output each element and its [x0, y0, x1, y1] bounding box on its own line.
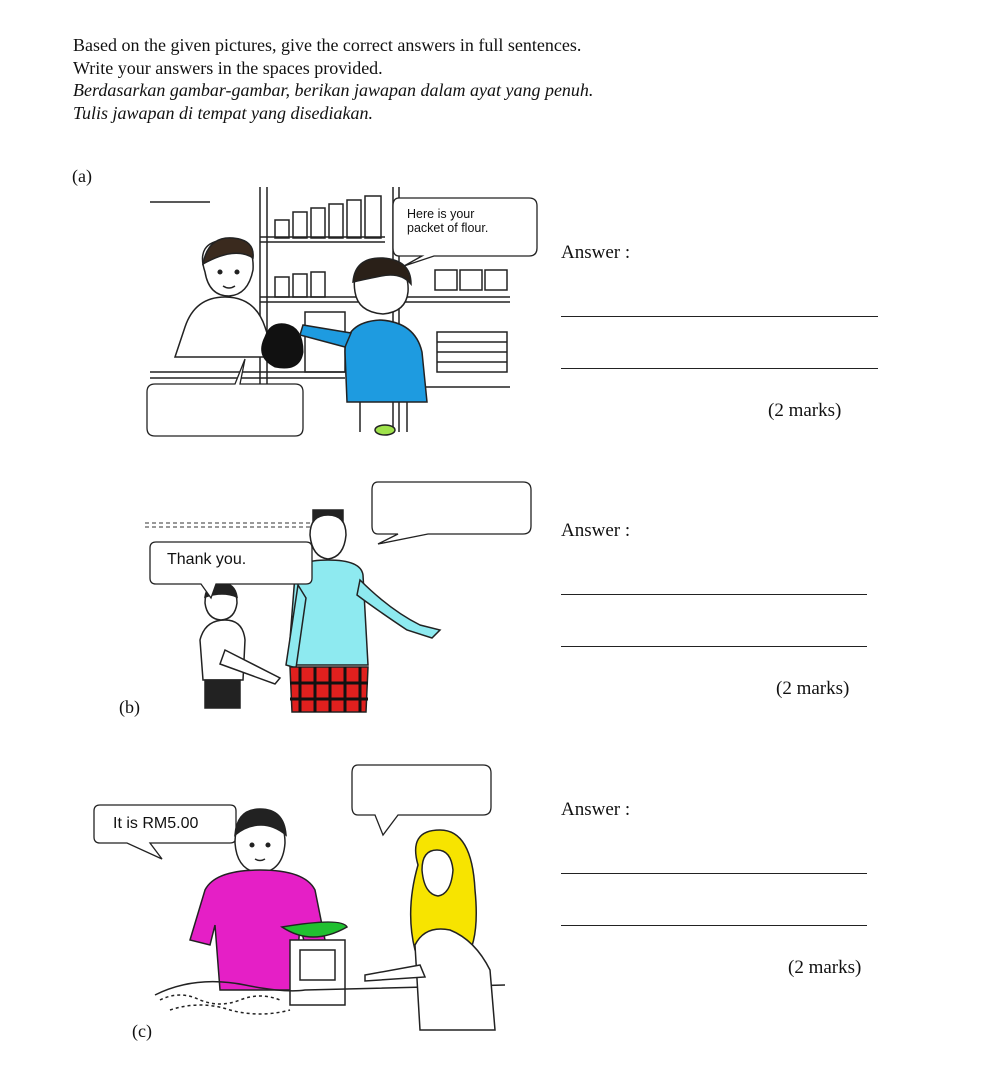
question-a-label: (a)	[72, 166, 92, 186]
instruction-line-4: Tulis jawapan di tempat yang disediakan.	[73, 102, 373, 123]
instruction-line-2: Write your answers in the spaces provided.	[73, 57, 383, 78]
question-a-answer-line-1[interactable]	[561, 316, 878, 317]
question-b-answer-line-2[interactable]	[561, 646, 867, 647]
question-c-marks: (2 marks)	[788, 957, 862, 978]
question-b-speech-bubble	[148, 540, 318, 600]
question-c-label: (c)	[132, 1021, 152, 1041]
instruction-line-1: Based on the given pictures, give the correct answers in full sentences.	[73, 35, 582, 55]
question-c-bubble-text: It is RM5.00	[113, 815, 199, 832]
question-b-bubble-text: Thank you.	[167, 551, 247, 568]
question-c-answer-line-1[interactable]	[561, 873, 867, 874]
question-a-bubble-line-2: packet of flour.	[407, 221, 489, 235]
question-a-answer-line-2[interactable]	[561, 368, 878, 369]
question-a-answer-label: Answer :	[561, 242, 631, 263]
question-c-illustration	[150, 805, 530, 1040]
question-a-bubble-line-1: Here is your	[407, 207, 475, 221]
question-c-answer-label: Answer :	[561, 799, 631, 820]
question-b-label: (b)	[119, 697, 140, 717]
question-c-answer-line-2[interactable]	[561, 925, 867, 926]
instructions	[73, 34, 593, 124]
question-a-bubble-text	[407, 207, 488, 235]
question-a-empty-bubble	[147, 356, 307, 436]
question-b-empty-bubble	[370, 480, 540, 545]
instruction-line-3: Berdasarkan gambar-gambar, berikan jawapan dalam ayat yang penuh.	[73, 80, 594, 100]
question-a-marks: (2 marks)	[768, 400, 842, 421]
question-b-answer-label: Answer :	[561, 520, 631, 541]
question-b-marks: (2 marks)	[776, 678, 850, 699]
question-b-answer-line-1[interactable]	[561, 594, 867, 595]
